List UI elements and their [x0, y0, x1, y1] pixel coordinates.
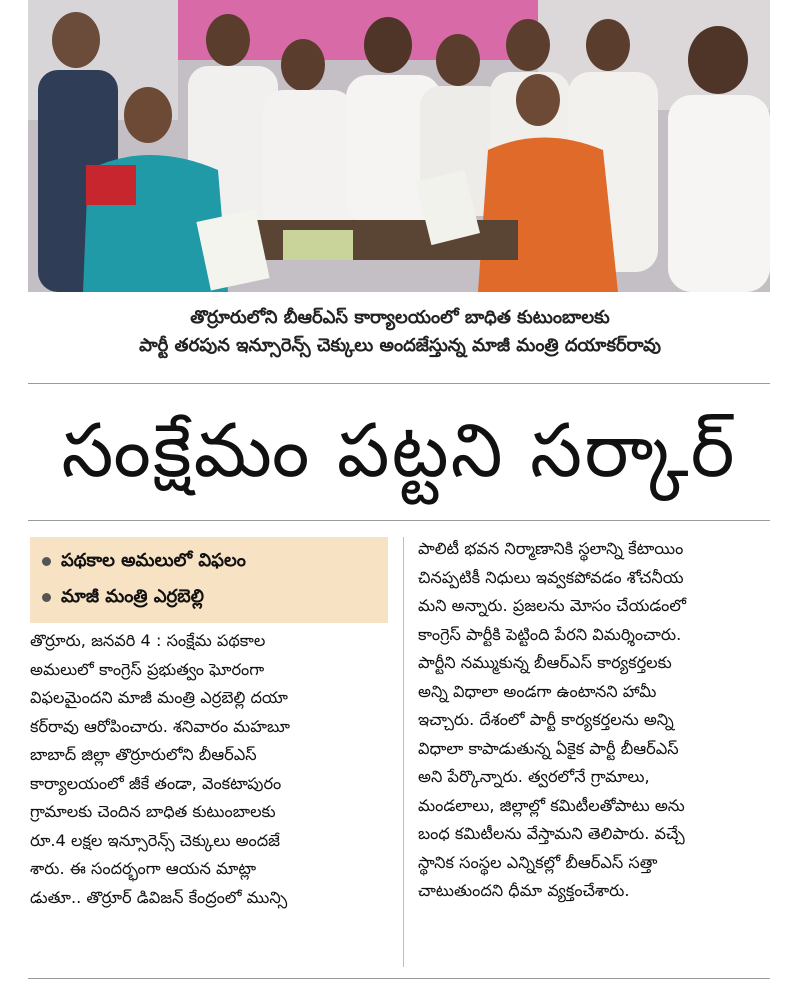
headline: సంక్షేమం పట్టని సర్కార్	[61, 408, 737, 494]
article-column-right	[418, 535, 778, 906]
article-line: స్థానిక సంస్థల ఎన్నికల్లో బీఆర్‌ఎస్ సత్తా	[418, 852, 658, 872]
bottom-rule	[28, 978, 770, 979]
article-line: అని పేర్కొన్నారు. త్వరలోనే గ్రామాలు,	[418, 767, 650, 786]
article-line: మండలాలు, జిల్లాల్లో కమిటీలతోపాటు అను	[418, 795, 685, 815]
article-line: అమలులో కాంగ్రెస్ ప్రభుత్వం ఘోరంగా	[30, 659, 265, 679]
bullet-icon	[42, 593, 51, 602]
bullet-icon	[42, 557, 51, 566]
highlight-text: మాజీ మంత్రి ఎర్రబెల్లి	[61, 586, 204, 607]
article-line: తొర్రూరు, జనవరి 4 : సంక్షేమ పథకాల	[30, 631, 266, 650]
headline-rule	[28, 520, 770, 521]
news-photo	[28, 0, 770, 292]
article-line: పార్టీని నమ్ముకున్న బీఆర్‌ఎస్ కార్యకర్తలకు	[418, 653, 672, 672]
article-line: చినప్పటికీ నిధులు ఇవ్వకపోవడం శోచనీయ	[418, 567, 684, 587]
article-line: కర్‌రావు ఆరోపించారు. శనివారం మహబూ	[30, 716, 290, 736]
article-line: ఇచ్చారు. దేశంలో పార్టీ కార్యకర్తలను అన్ని	[418, 710, 674, 729]
highlights-box	[30, 537, 388, 623]
photo-caption	[0, 304, 800, 360]
article-line: మని అన్నారు. ప్రజలను మోసం చేయడంలో	[418, 596, 687, 615]
caption-line: పార్టీ తరపున ఇన్సూరెన్స్ చెక్కులు అందజేస్తున్న మాజీ మంత్రి దయాకర్‌రావు	[139, 335, 661, 356]
article-line: విధాలా కాపాడుతున్న ఏకైక పార్టీ బీఆర్‌ఎస్	[418, 738, 679, 758]
article-line: విఫలమైందని మాజీ మంత్రి ఎర్రబెల్లి దయా	[30, 688, 288, 707]
column-divider	[403, 537, 404, 967]
article-line: బాబాద్ జిల్లా తొర్రూరులోని బీఆర్‌ఎస్	[30, 745, 257, 764]
article-line: పాలిటీ భవన నిర్మాణానికి స్థలాన్ని కేటాయిం	[418, 539, 684, 558]
article-line: రూ.4 లక్షల ఇన్సూరెన్స్ చెక్కులు అందజే	[30, 830, 280, 850]
article-line: బంధ కమిటీలను వేస్తామని తెలిపారు. వచ్చే	[418, 824, 685, 843]
article-line: డుతూ.. తొర్రూర్ డివిజన్ కేంద్రంలో మున్సి	[30, 887, 288, 907]
article-line: గ్రామాలకు చెందిన బాధిత కుటుంబాలకు	[30, 802, 276, 821]
article-line: అన్ని విధాలా అండగా ఉంటానని హామీ	[418, 681, 657, 701]
highlight-item	[42, 579, 376, 615]
highlight-text: పథకాల అమలులో విఫలం	[61, 550, 246, 571]
article-line: చాటుతుందని ధీమా వ్యక్తంచేశారు.	[418, 881, 630, 900]
article-line: శారు. ఈ సందర్భంగా ఆయన మాట్లా	[30, 859, 257, 878]
article-line: కార్యాలయంలో జీకే తండా, వెంకటాపురం	[30, 773, 282, 793]
caption-line: తొర్రూరులోని బీఆర్‌ఎస్ కార్యాలయంలో బాధిత కుటుంబాలకు	[190, 307, 610, 328]
photo-illustration	[28, 0, 770, 292]
caption-rule	[28, 383, 770, 384]
article-column-left	[30, 627, 390, 912]
highlight-item	[42, 543, 376, 579]
article-line: కాంగ్రెస్ పార్టీకి పెట్టింది పేరని విమర్శించారు.	[418, 624, 682, 644]
